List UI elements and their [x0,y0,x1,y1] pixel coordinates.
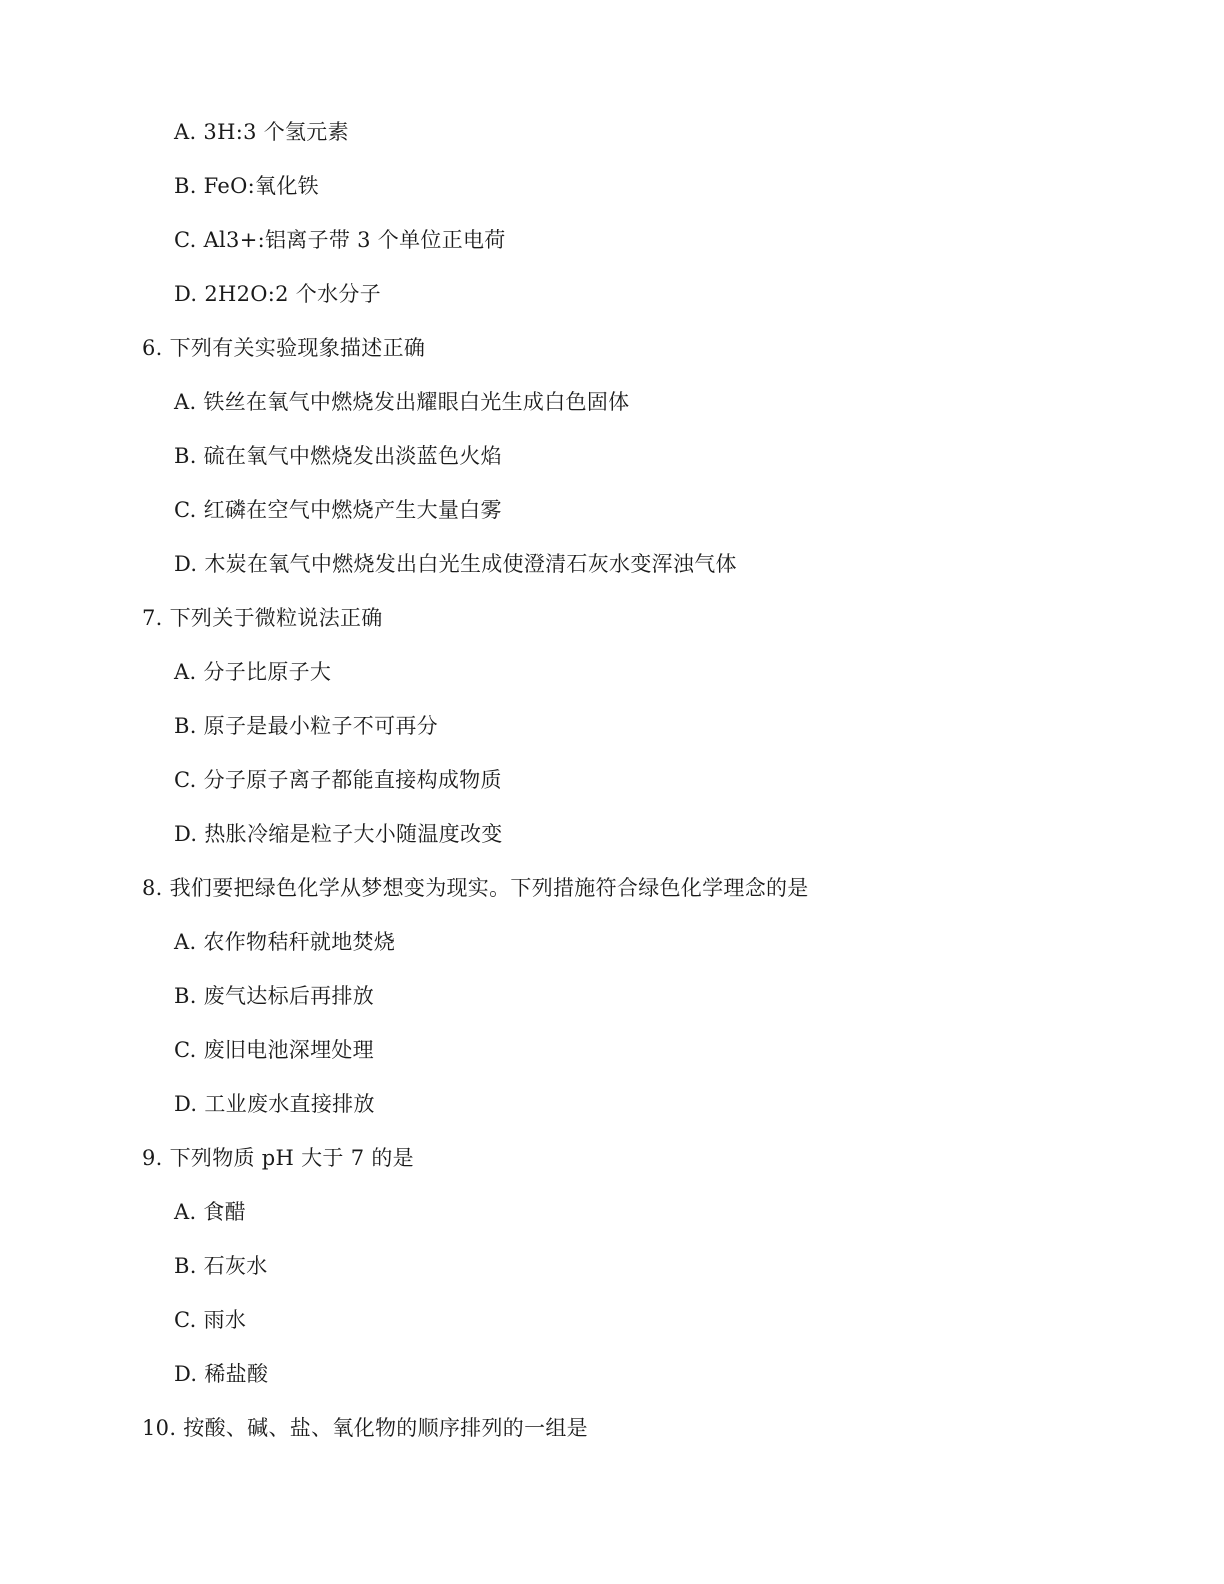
option-8b: B. 废气达标后再排放 [174,984,375,1008]
question-9: 9. 下列物质 pH 大于 7 的是 [142,1146,414,1170]
option-5b: B. FeO:氧化铁 [174,174,319,198]
option-9b: B. 石灰水 [174,1254,268,1278]
question-6: 6. 下列有关实验现象描述正确 [142,336,426,360]
question-7: 7. 下列关于微粒说法正确 [142,606,383,630]
option-6a: A. 铁丝在氧气中燃烧发出耀眼白光生成白色固体 [174,390,630,414]
option-6d: D. 木炭在氧气中燃烧发出白光生成使澄清石灰水变浑浊气体 [174,552,737,576]
option-9c: C. 雨水 [174,1308,247,1332]
option-7b: B. 原子是最小粒子不可再分 [174,714,438,738]
option-7a: A. 分子比原子大 [174,660,332,684]
option-8d: D. 工业废水直接排放 [174,1092,375,1116]
option-7d: D. 热胀冷缩是粒子大小随温度改变 [174,822,503,846]
option-6c: C. 红磷在空气中燃烧产生大量白雾 [174,498,502,522]
option-9d: D. 稀盐酸 [174,1362,269,1386]
question-10: 10. 按酸、碱、盐、氧化物的顺序排列的一组是 [142,1416,588,1440]
option-7c: C. 分子原子离子都能直接构成物质 [174,768,502,792]
option-8c: C. 废旧电池深埋处理 [174,1038,374,1062]
option-5d: D. 2H2O:2 个水分子 [174,282,382,306]
option-5c: C. Al3+:铝离子带 3 个单位正电荷 [174,228,506,252]
option-9a: A. 食醋 [174,1200,247,1224]
question-8: 8. 我们要把绿色化学从梦想变为现实。下列措施符合绿色化学理念的是 [142,876,809,900]
option-5a: A. 3H:3 个氢元素 [174,120,349,144]
option-8a: A. 农作物秸秆就地焚烧 [174,930,396,954]
option-6b: B. 硫在氧气中燃烧发出淡蓝色火焰 [174,444,502,468]
